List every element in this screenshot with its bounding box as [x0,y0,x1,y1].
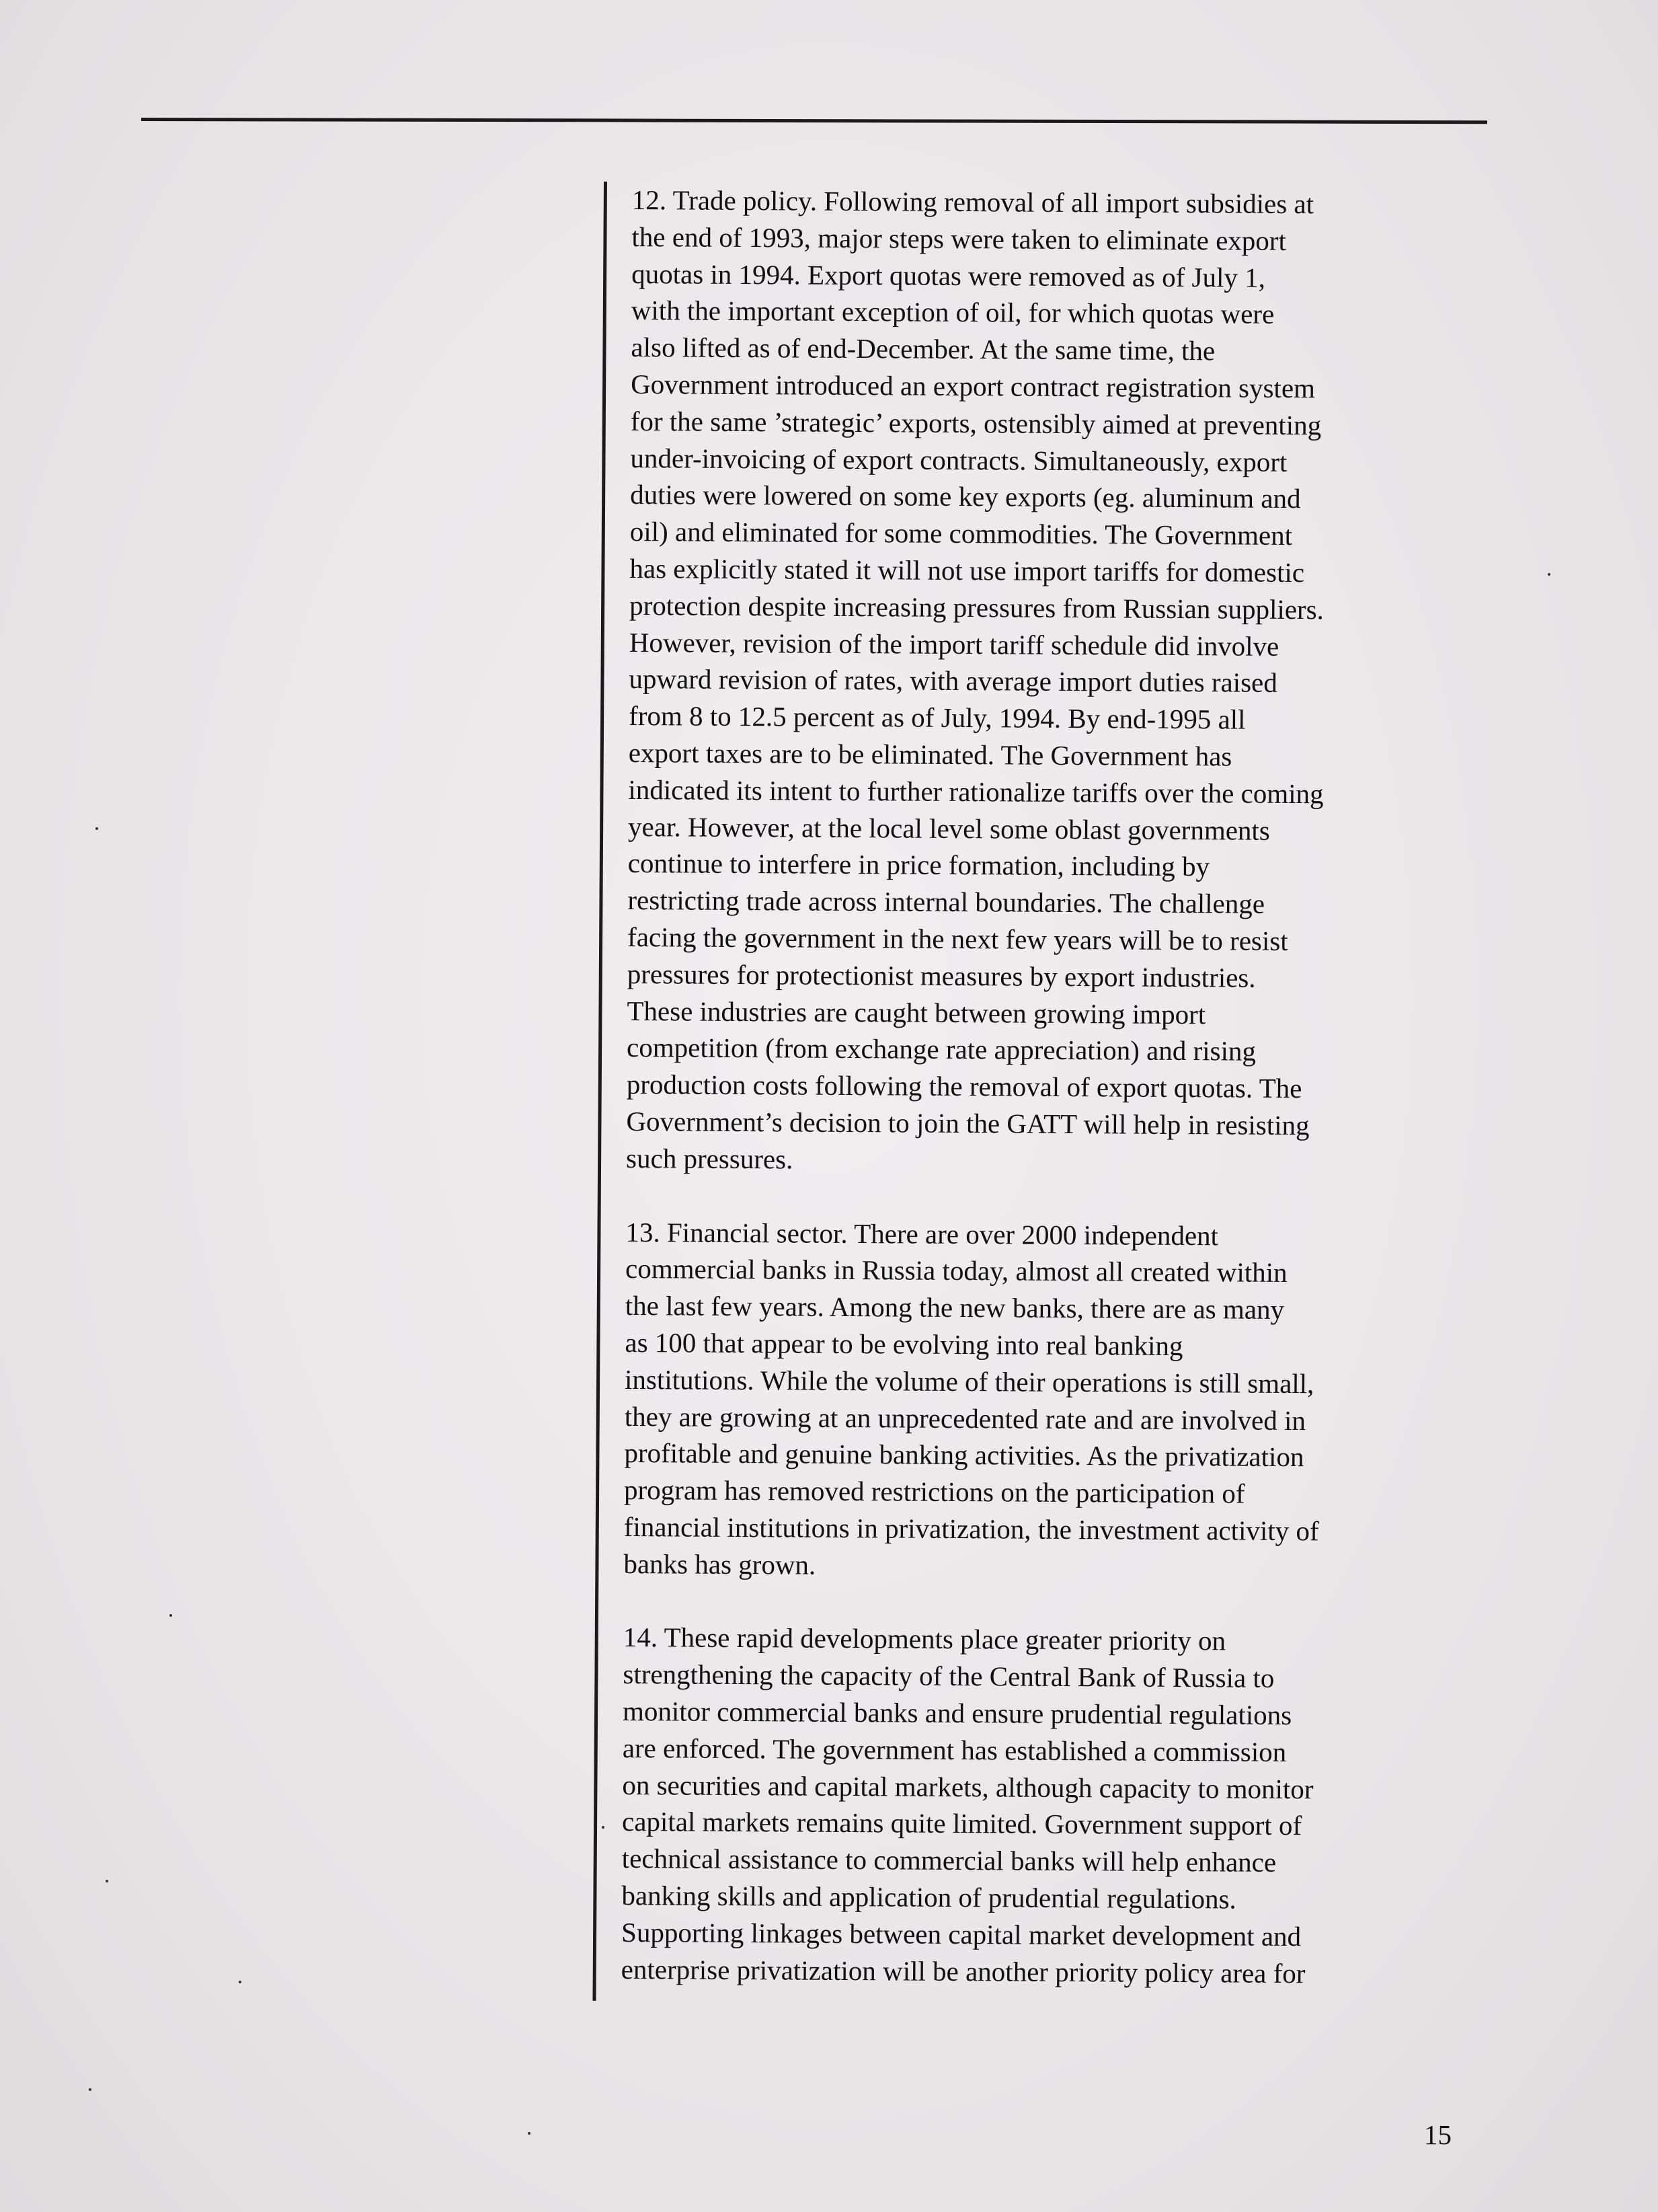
scan-speck [169,1614,172,1617]
page-number: 15 [1424,2119,1452,2150]
scan-speck [1548,573,1550,576]
scan-speck [106,1880,108,1882]
scan-speck [528,2132,530,2135]
text-column [621,182,1476,2030]
scan-speck [89,2088,91,2091]
paragraph-central-bank: 14. These rapid developments place greater priority on strengthening the capacity of the Central Bank of Russia to monitor commercial banks and ensure prudential regulations are enforced. The government has established a commission on securities and capital markets, although capacity to monitor capital markets remains quite limited. Government support of technical assistance to commercial banks will help enhance banking skills and application of prudential regulations. Supporting linkages between capital market development and enterprise privatization will be another priority policy area for [621,1622,1314,1989]
header-rule [141,118,1487,124]
scan-speck [95,827,98,830]
scan-speck [602,1826,604,1829]
paragraph-trade-policy: 12. Trade policy. Following removal of all import subsidies at the end of 1993, major steps were taken to eliminate export quotas in 1994. Export quotas were removed as of July 1, with the important exception of oil, for which quotas were also lifted as of end-December. At the same time, the Government introduced an export contract registration system for the same ’strategic’ exports, ostensibly aimed at preventing under-invoicing of export contracts. Simultaneously, export duties were lowered on some key exports (eg. aluminum and oil) and eliminated for some commodities. The Government has explicitly stated it will not use import tariffs for domestic protection despite increasing pressures from Russian suppliers. However, revision of the import tariff schedule did involve upward revision of rates, with average import duties raised from 8 to 12.5 percent as of July, 1994. By end-1995 all export taxes are to be eliminated. The Government has indicated its intent to further rationalize tariffs over the coming year. However, at the local level some oblast governments continue to interfere in price formation, including by restricting trade across internal boundaries. The challenge facing the government in the next few years will be to resist pressures for protectionist measures by export industries. These industries are caught between growing import competition (from exchange rate appreciation) and rising production costs following the removal of export quotas. The Government’s decision to join the GATT will help in resisting such pressures. [625,184,1325,1175]
column-divider-rule [592,182,607,2001]
scan-speck [239,1981,241,1983]
paragraph-financial-sector: 13. Financial sector. There are over 2000 independent commercial banks in Russia today, almost all created within the last few years. Among the new banks, there are as many as 100 that appear to be evolving into real banking institutions. While the volume of their operations is still small, they are growing at an unprecedented rate and are involved in profitable and genuine banking activities. As the privatization program has removed restrictions on the participation of financial institutions in privatization, the investment activity of banks has grown. [623,1216,1319,1580]
